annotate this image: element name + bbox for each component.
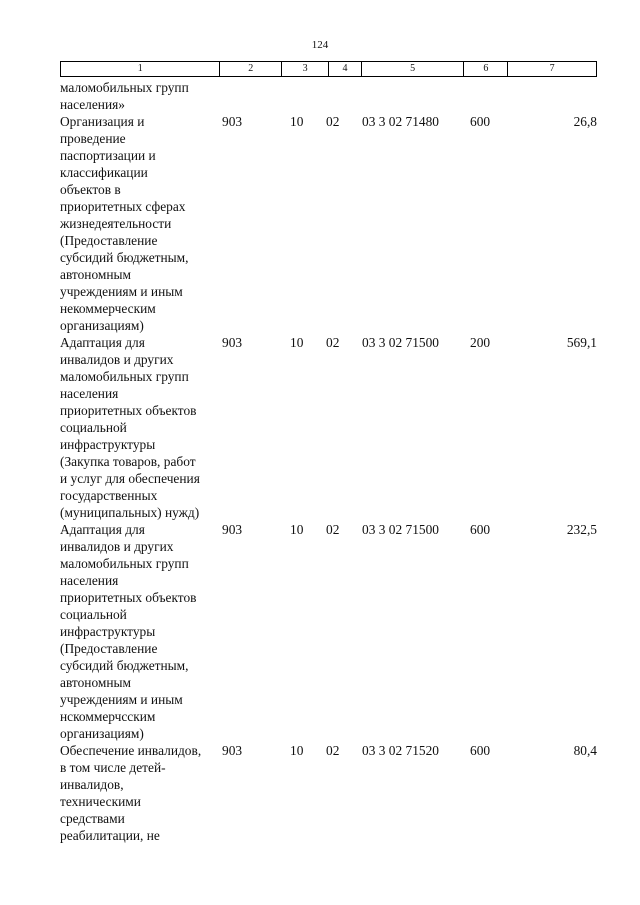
row-grbs: 903 (222, 114, 243, 129)
header-col-3: 3 (281, 62, 328, 76)
table-header (60, 61, 597, 77)
row-name: маломобильных групп населения» (60, 80, 189, 112)
row-amount: 569,1 (566, 335, 597, 350)
row-subsection: 02 (326, 335, 340, 350)
row-name: Адаптация для инвалидов и других маломобильных групп населения приоритетных объектов социальной инфраструктуры (Закупка товаров, работ и услуг для обеспечения государственных (муниципальных) нужд) (60, 335, 200, 520)
header-col-4: 4 (328, 62, 361, 76)
row-section: 10 (290, 743, 304, 758)
header-col-5: 5 (361, 62, 464, 76)
row-expense-type: 600 (470, 114, 491, 129)
row-target-article: 03 3 02 71500 (362, 522, 439, 537)
row-subsection: 02 (326, 522, 340, 537)
row-grbs: 903 (222, 522, 243, 537)
row-expense-type: 600 (470, 743, 491, 758)
row-name: Обеспечение инвалидов, в том числе детей- инвалидов, техническими средствами реабилитации, не (60, 743, 202, 843)
row-grbs: 903 (222, 335, 243, 350)
header-col-7: 7 (507, 62, 596, 76)
budget-table (60, 79, 597, 844)
row-section: 10 (290, 335, 304, 350)
table-row (60, 79, 597, 113)
table-row (60, 742, 597, 844)
row-expense-type: 600 (470, 522, 491, 537)
table-row (60, 113, 597, 334)
page-number: 124 (311, 39, 329, 51)
header-col-6: 6 (463, 62, 507, 76)
row-target-article: 03 3 02 71520 (362, 743, 439, 758)
header-col-1: 1 (137, 63, 143, 74)
row-section: 10 (290, 114, 304, 129)
row-grbs: 903 (222, 743, 243, 758)
row-subsection: 02 (326, 114, 340, 129)
header-col-2: 2 (219, 62, 281, 76)
row-subsection: 02 (326, 743, 340, 758)
row-amount: 80,4 (573, 743, 597, 758)
row-name: Организация и проведение паспортизации и классификации объектов в приоритетных сферах жизнедеятельности (Предоставление субсидий бюджетным, автономным учреждениям и иным некоммерческим организациям) (60, 114, 189, 333)
row-expense-type: 200 (470, 335, 491, 350)
row-target-article: 03 3 02 71500 (362, 335, 439, 350)
row-name: Адаптация для инвалидов и других маломобильных групп населения приоритетных объектов социальной инфраструктуры (Предоставление субсидий бюджетным, автономным учреждениям и иным нскоммерчсским организациям) (60, 522, 197, 741)
row-section: 10 (290, 522, 304, 537)
table-row (60, 334, 597, 521)
row-amount: 26,8 (573, 114, 597, 129)
table-row (60, 521, 597, 742)
row-amount: 232,5 (566, 522, 597, 537)
row-target-article: 03 3 02 71480 (362, 114, 439, 129)
